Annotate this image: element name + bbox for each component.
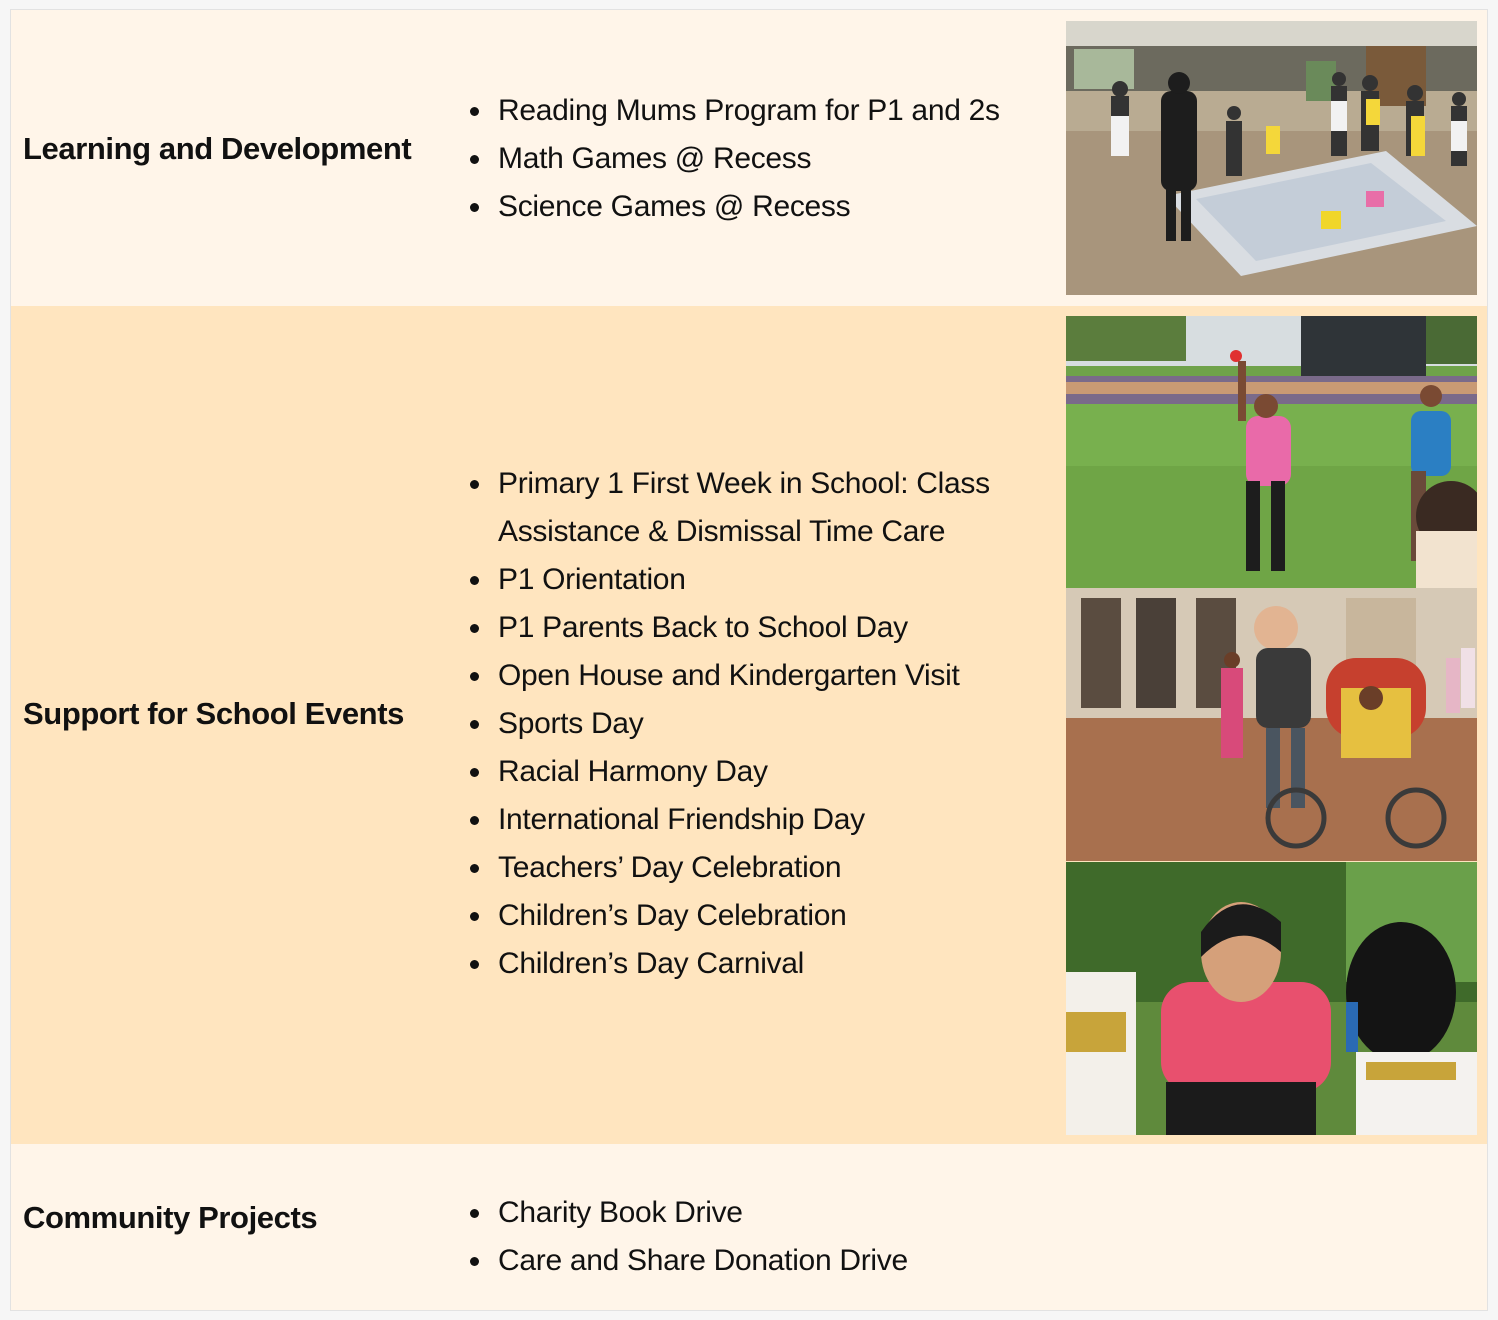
category-label: Learning and Development xyxy=(23,131,412,166)
list-item: Teachers’ Day Celebration xyxy=(456,844,1056,892)
table-row-community xyxy=(11,1144,1487,1310)
list-item: Reading Mums Program for P1 and 2s xyxy=(456,87,1056,135)
list-item: Sports Day xyxy=(456,700,1056,748)
category-label: Support for School Events xyxy=(23,696,404,731)
face-painting-photo xyxy=(1066,862,1477,1135)
activity-list xyxy=(456,87,1056,231)
activity-list xyxy=(456,1189,1056,1285)
activity-list xyxy=(456,460,1056,988)
list-item: Open House and Kindergarten Visit xyxy=(456,652,1056,700)
list-item: Racial Harmony Day xyxy=(456,748,1056,796)
list-item: Math Games @ Recess xyxy=(456,135,1056,183)
category-label: Community Projects xyxy=(23,1200,318,1235)
list-item: Science Games @ Recess xyxy=(456,183,1056,231)
list-item: P1 Orientation xyxy=(456,556,1056,604)
list-item: P1 Parents Back to School Day xyxy=(456,604,1056,652)
list-item: Care and Share Donation Drive xyxy=(456,1237,1056,1285)
list-item: Children’s Day Celebration xyxy=(456,892,1056,940)
list-item: Charity Book Drive xyxy=(456,1189,1056,1237)
list-item: International Friendship Day xyxy=(456,796,1056,844)
sports-day-photo xyxy=(1066,316,1477,588)
table-row-school-events xyxy=(11,306,1487,1144)
activities-table xyxy=(10,9,1488,1311)
table-row-learning xyxy=(11,10,1487,306)
math-games-photo xyxy=(1066,21,1477,295)
racial-harmony-photo xyxy=(1066,588,1477,861)
list-item: Primary 1 First Week in School: Class Assistance & Dismissal Time Care xyxy=(456,460,1056,556)
list-item: Children’s Day Carnival xyxy=(456,940,1056,988)
